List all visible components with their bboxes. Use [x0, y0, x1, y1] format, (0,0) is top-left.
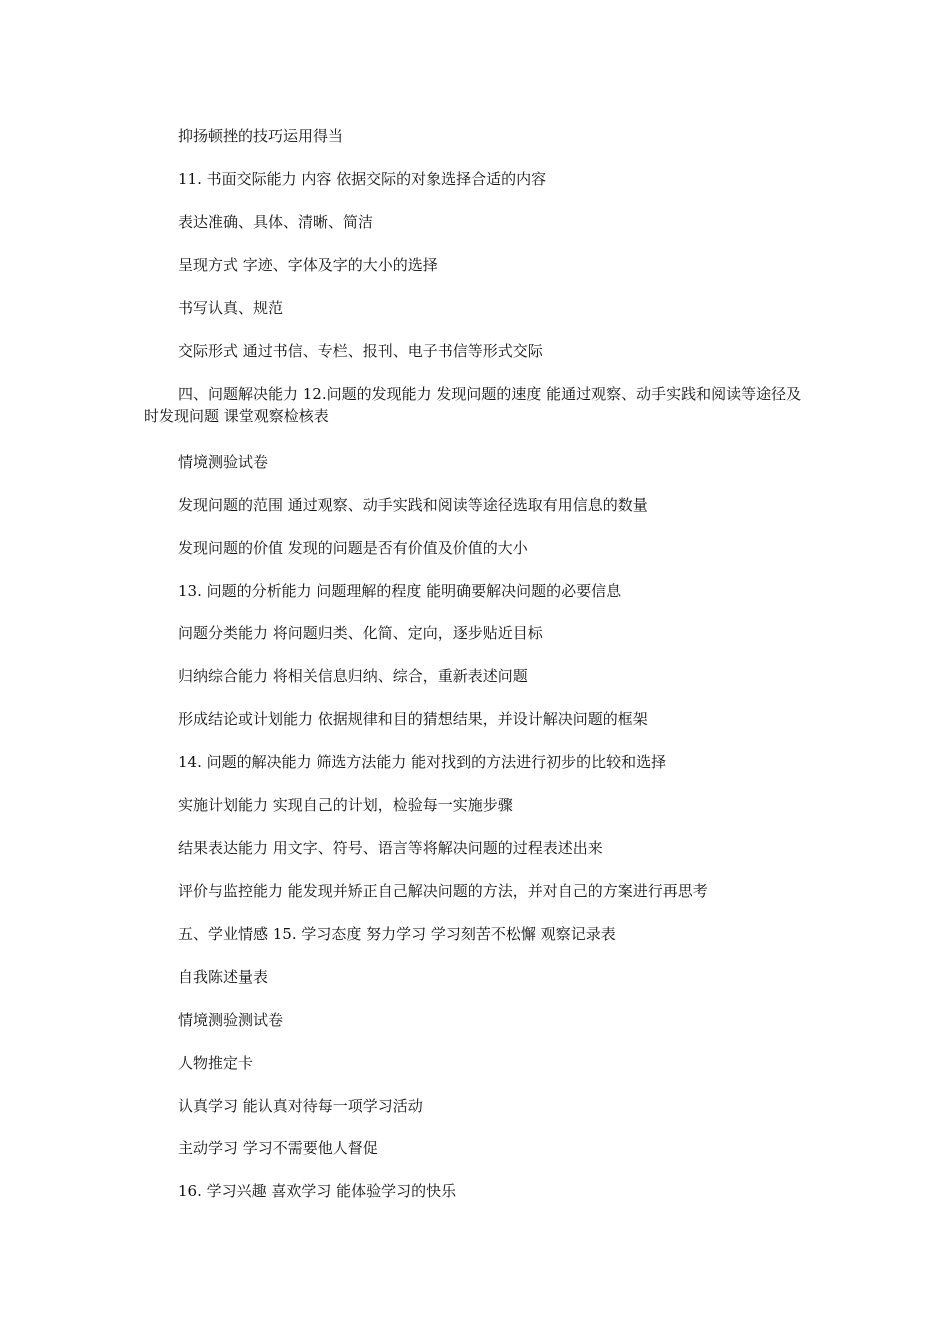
text-line: 问题分类能力 将问题归类、化简、定向，逐步贴近目标 [178, 624, 543, 642]
text-line: 人物推定卡 [178, 1054, 254, 1072]
text-line: 主动学习 学习不需要他人督促 [178, 1139, 378, 1157]
text-line: 形成结论或计划能力 依据规律和目的猜想结果，并设计解决问题的框架 [178, 710, 648, 728]
text-line: 16. 学习兴趣 喜欢学习 能体验学习的快乐 [178, 1182, 457, 1200]
text-line: 发现问题的范围 通过观察、动手实践和阅读等途径选取有用信息的数量 [178, 496, 648, 514]
text-line: 结果表达能力 用文字、符号、语言等将解决问题的过程表述出来 [178, 839, 603, 857]
text-line: 评价与监控能力 能发现并矫正自己解决问题的方法，并对自己的方案进行再思考 [178, 882, 708, 900]
text-line: 表达准确、具体、清晰、简洁 [178, 213, 374, 231]
text-line: 呈现方式 字迹、字体及字的大小的选择 [178, 256, 438, 274]
text-line: 情境测验试卷 [178, 453, 269, 471]
text-line: 14. 问题的解决能力 筛选方法能力 能对找到的方法进行初步的比较和选择 [178, 753, 667, 771]
text-line: 书写认真、规范 [178, 299, 284, 317]
text-line: 情境测验测试卷 [178, 1011, 284, 1029]
text-line: 五、学业情感 15. 学习态度 努力学习 学习刻苦不松懈 观察记录表 [178, 925, 616, 943]
text-paragraph: 四、问题解决能力 12.问题的发现能力 发现问题的速度 能通过观察、动手实践和阅读等途径及时发现问题 课堂观察检核表 [144, 385, 802, 425]
text-line: 归纳综合能力 将相关信息归纳、综合，重新表述问题 [178, 667, 528, 685]
text-line: 实施计划能力 实现自己的计划，检验每一实施步骤 [178, 796, 513, 814]
text-line: 11. 书面交际能力 内容 依据交际的对象选择合适的内容 [178, 170, 547, 188]
text-line: 发现问题的价值 发现的问题是否有价值及价值的大小 [178, 539, 528, 557]
text-line: 13. 问题的分析能力 问题理解的程度 能明确要解决问题的必要信息 [178, 582, 622, 600]
text-line: 自我陈述量表 [178, 968, 269, 986]
text-line: 抑扬顿挫的技巧运用得当 [178, 127, 344, 145]
text-line: 交际形式 通过书信、专栏、报刊、电子书信等形式交际 [178, 342, 543, 360]
text-line: 认真学习 能认真对待每一项学习活动 [178, 1097, 423, 1115]
